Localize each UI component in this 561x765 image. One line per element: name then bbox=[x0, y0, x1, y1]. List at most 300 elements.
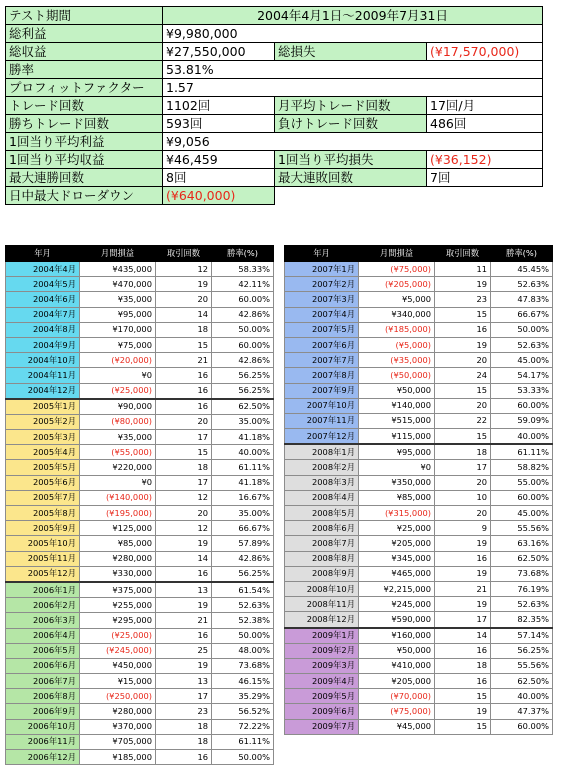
header-month: 年月 bbox=[285, 246, 359, 262]
rate-cell: 50.00% bbox=[212, 628, 274, 643]
table-row bbox=[6, 521, 274, 536]
table-row bbox=[6, 689, 274, 704]
rate-cell: 66.67% bbox=[491, 307, 553, 322]
month-cell: 2008年3月 bbox=[285, 475, 359, 490]
trades-cell: 16 bbox=[156, 566, 212, 582]
table-row bbox=[6, 322, 274, 337]
trades-cell: 20 bbox=[435, 353, 491, 368]
rate-cell: 61.11% bbox=[491, 444, 553, 460]
trades-cell: 19 bbox=[435, 337, 491, 352]
pl-cell: (¥75,000) bbox=[359, 704, 435, 719]
trades-cell: 17 bbox=[435, 612, 491, 628]
month-cell: 2009年6月 bbox=[285, 704, 359, 719]
monthly-header-row bbox=[285, 246, 553, 262]
table-row bbox=[6, 460, 274, 475]
pl-cell: (¥25,000) bbox=[80, 628, 156, 643]
trades-cell: 19 bbox=[156, 536, 212, 551]
month-cell: 2006年7月 bbox=[6, 674, 80, 689]
rate-cell: 40.00% bbox=[212, 445, 274, 460]
trades-cell: 18 bbox=[156, 322, 212, 337]
rate-cell: 41.18% bbox=[212, 430, 274, 445]
rate-cell: 41.18% bbox=[212, 475, 274, 490]
rate-cell: 82.35% bbox=[491, 612, 553, 628]
pl-cell: ¥95,000 bbox=[80, 307, 156, 322]
avg-profit-value: ¥9,056 bbox=[163, 133, 543, 151]
table-row bbox=[285, 551, 553, 566]
table-row bbox=[6, 658, 274, 673]
rate-cell: 58.82% bbox=[491, 460, 553, 475]
empty-cell bbox=[427, 187, 543, 205]
trades-cell: 21 bbox=[156, 353, 212, 368]
trades-cell: 16 bbox=[156, 628, 212, 643]
pl-cell: (¥70,000) bbox=[359, 689, 435, 704]
month-cell: 2007年10月 bbox=[285, 398, 359, 413]
rate-cell: 50.00% bbox=[212, 750, 274, 765]
rate-cell: 35.00% bbox=[212, 414, 274, 429]
trades-cell: 24 bbox=[435, 368, 491, 383]
month-cell: 2004年10月 bbox=[6, 353, 80, 368]
month-cell: 2007年4月 bbox=[285, 307, 359, 322]
table-row bbox=[6, 490, 274, 505]
pl-cell: ¥50,000 bbox=[359, 643, 435, 658]
table-row bbox=[6, 536, 274, 551]
gross-profit-value: ¥27,550,000 bbox=[163, 43, 275, 61]
monthly-table-left-body bbox=[6, 262, 274, 765]
month-cell: 2008年8月 bbox=[285, 551, 359, 566]
rate-cell: 35.29% bbox=[212, 689, 274, 704]
table-row bbox=[285, 307, 553, 322]
rate-cell: 48.00% bbox=[212, 643, 274, 658]
month-cell: 2009年3月 bbox=[285, 658, 359, 673]
trades-cell: 15 bbox=[156, 445, 212, 460]
table-row bbox=[285, 337, 553, 352]
rate-cell: 42.86% bbox=[212, 353, 274, 368]
month-cell: 2006年4月 bbox=[6, 628, 80, 643]
pl-cell: ¥705,000 bbox=[80, 734, 156, 749]
pl-cell: ¥295,000 bbox=[80, 613, 156, 628]
trades-cell: 22 bbox=[435, 413, 491, 428]
pl-cell: (¥140,000) bbox=[80, 490, 156, 505]
gross-profit-label: 総収益 bbox=[6, 43, 163, 61]
month-cell: 2008年7月 bbox=[285, 536, 359, 551]
trades-label: トレード回数 bbox=[6, 97, 163, 115]
pl-cell: (¥185,000) bbox=[359, 322, 435, 337]
max-drawdown-label: 日中最大ドローダウン bbox=[6, 187, 163, 205]
summary-row-net-profit bbox=[6, 25, 543, 43]
rate-cell: 72.22% bbox=[212, 719, 274, 734]
table-row bbox=[285, 689, 553, 704]
rate-cell: 62.50% bbox=[491, 551, 553, 566]
trades-cell: 12 bbox=[156, 262, 212, 277]
trades-cell: 23 bbox=[435, 292, 491, 307]
rate-cell: 53.33% bbox=[491, 383, 553, 398]
monthly-table-left bbox=[5, 245, 274, 765]
rate-cell: 60.00% bbox=[491, 398, 553, 413]
pl-cell: ¥245,000 bbox=[359, 597, 435, 612]
month-cell: 2005年6月 bbox=[6, 475, 80, 490]
pl-cell: ¥375,000 bbox=[80, 582, 156, 598]
pl-cell: ¥220,000 bbox=[80, 460, 156, 475]
month-cell: 2004年11月 bbox=[6, 368, 80, 383]
table-row bbox=[285, 292, 553, 307]
max-consec-losses-label: 最大連敗回数 bbox=[275, 169, 427, 187]
month-cell: 2006年5月 bbox=[6, 643, 80, 658]
month-cell: 2007年8月 bbox=[285, 368, 359, 383]
summary-row-avg-profit bbox=[6, 133, 543, 151]
avg-gain-value: ¥46,459 bbox=[163, 151, 275, 169]
rate-cell: 40.00% bbox=[491, 689, 553, 704]
table-row bbox=[6, 399, 274, 415]
rate-cell: 45.00% bbox=[491, 506, 553, 521]
period-value: 2004年4月1日～2009年7月31日 bbox=[163, 7, 543, 25]
month-cell: 2007年6月 bbox=[285, 337, 359, 352]
table-row bbox=[285, 719, 553, 734]
pl-cell: ¥330,000 bbox=[80, 566, 156, 582]
trades-cell: 15 bbox=[435, 719, 491, 734]
trades-cell: 25 bbox=[156, 643, 212, 658]
trades-cell: 12 bbox=[156, 490, 212, 505]
trades-cell: 20 bbox=[435, 398, 491, 413]
pl-cell: ¥205,000 bbox=[359, 536, 435, 551]
losses-value: 486回 bbox=[427, 115, 543, 133]
pl-cell: (¥250,000) bbox=[80, 689, 156, 704]
wins-label: 勝ちトレード回数 bbox=[6, 115, 163, 133]
pl-cell: ¥75,000 bbox=[80, 337, 156, 352]
month-cell: 2005年11月 bbox=[6, 551, 80, 566]
rate-cell: 57.14% bbox=[491, 628, 553, 644]
pl-cell: ¥185,000 bbox=[80, 750, 156, 765]
month-cell: 2006年1月 bbox=[6, 582, 80, 598]
pl-cell: ¥280,000 bbox=[80, 704, 156, 719]
table-row bbox=[6, 613, 274, 628]
month-cell: 2007年7月 bbox=[285, 353, 359, 368]
pl-cell: ¥340,000 bbox=[359, 307, 435, 322]
trades-cell: 16 bbox=[435, 674, 491, 689]
month-cell: 2005年5月 bbox=[6, 460, 80, 475]
rate-cell: 73.68% bbox=[491, 566, 553, 581]
table-row bbox=[285, 628, 553, 644]
table-row bbox=[285, 704, 553, 719]
rate-cell: 35.00% bbox=[212, 506, 274, 521]
wins-value: 593回 bbox=[163, 115, 275, 133]
pl-cell: ¥90,000 bbox=[80, 399, 156, 415]
max-consec-wins-value: 8回 bbox=[163, 169, 275, 187]
losses-label: 負けトレード回数 bbox=[275, 115, 427, 133]
trades-cell: 14 bbox=[156, 551, 212, 566]
rate-cell: 61.11% bbox=[212, 734, 274, 749]
rate-cell: 60.00% bbox=[491, 719, 553, 734]
table-row bbox=[285, 353, 553, 368]
table-row bbox=[6, 628, 274, 643]
pl-cell: ¥280,000 bbox=[80, 551, 156, 566]
avg-loss-label: 1回当り平均損失 bbox=[275, 151, 427, 169]
trades-cell: 17 bbox=[435, 460, 491, 475]
table-row bbox=[285, 490, 553, 505]
pl-cell: (¥80,000) bbox=[80, 414, 156, 429]
table-row bbox=[285, 277, 553, 292]
pl-cell: ¥590,000 bbox=[359, 612, 435, 628]
pl-cell: ¥15,000 bbox=[80, 674, 156, 689]
table-row bbox=[285, 368, 553, 383]
win-rate-label: 勝率 bbox=[6, 61, 163, 79]
rate-cell: 56.25% bbox=[212, 566, 274, 582]
pl-cell: ¥115,000 bbox=[359, 429, 435, 445]
trades-cell: 19 bbox=[156, 598, 212, 613]
pl-cell: (¥25,000) bbox=[80, 383, 156, 399]
trades-cell: 16 bbox=[156, 383, 212, 399]
table-row bbox=[6, 734, 274, 749]
header-rate: 勝率(%) bbox=[212, 246, 274, 262]
profit-factor-label: プロフィットファクター bbox=[6, 79, 163, 97]
rate-cell: 60.00% bbox=[212, 337, 274, 352]
rate-cell: 52.63% bbox=[491, 277, 553, 292]
rate-cell: 52.63% bbox=[491, 337, 553, 352]
month-cell: 2007年1月 bbox=[285, 262, 359, 277]
trades-cell: 19 bbox=[435, 277, 491, 292]
table-row bbox=[6, 704, 274, 719]
month-cell: 2007年12月 bbox=[285, 429, 359, 445]
table-row bbox=[285, 521, 553, 536]
summary-row-period bbox=[6, 7, 543, 25]
month-cell: 2008年4月 bbox=[285, 490, 359, 505]
monthly-header-row bbox=[6, 246, 274, 262]
trades-cell: 16 bbox=[435, 643, 491, 658]
header-trades: 取引回数 bbox=[156, 246, 212, 262]
trades-cell: 14 bbox=[435, 628, 491, 644]
pl-cell: ¥0 bbox=[80, 475, 156, 490]
rate-cell: 47.37% bbox=[491, 704, 553, 719]
trades-cell: 15 bbox=[156, 337, 212, 352]
gross-loss-value: (¥17,570,000) bbox=[427, 43, 543, 61]
win-rate-value: 53.81% bbox=[163, 61, 543, 79]
table-row bbox=[6, 551, 274, 566]
rate-cell: 42.11% bbox=[212, 277, 274, 292]
month-cell: 2007年11月 bbox=[285, 413, 359, 428]
trades-cell: 15 bbox=[435, 689, 491, 704]
max-consec-wins-label: 最大連勝回数 bbox=[6, 169, 163, 187]
trades-cell: 18 bbox=[156, 719, 212, 734]
table-row bbox=[6, 262, 274, 277]
pl-cell: ¥85,000 bbox=[359, 490, 435, 505]
table-row bbox=[285, 460, 553, 475]
table-row bbox=[6, 750, 274, 765]
table-row bbox=[6, 506, 274, 521]
trades-cell: 18 bbox=[156, 734, 212, 749]
rate-cell: 60.00% bbox=[491, 490, 553, 505]
table-row bbox=[285, 413, 553, 428]
table-row bbox=[6, 475, 274, 490]
month-cell: 2005年3月 bbox=[6, 430, 80, 445]
trades-cell: 20 bbox=[156, 414, 212, 429]
table-row bbox=[6, 598, 274, 613]
header-month: 年月 bbox=[6, 246, 80, 262]
rate-cell: 61.54% bbox=[212, 582, 274, 598]
month-cell: 2005年7月 bbox=[6, 490, 80, 505]
month-cell: 2006年6月 bbox=[6, 658, 80, 673]
trades-cell: 16 bbox=[156, 368, 212, 383]
rate-cell: 60.00% bbox=[212, 292, 274, 307]
rate-cell: 62.50% bbox=[212, 399, 274, 415]
table-row bbox=[285, 643, 553, 658]
pl-cell: ¥410,000 bbox=[359, 658, 435, 673]
rate-cell: 42.86% bbox=[212, 551, 274, 566]
table-row bbox=[6, 368, 274, 383]
pl-cell: ¥140,000 bbox=[359, 398, 435, 413]
table-row bbox=[285, 322, 553, 337]
rate-cell: 52.63% bbox=[491, 597, 553, 612]
month-cell: 2008年11月 bbox=[285, 597, 359, 612]
profit-factor-value: 1.57 bbox=[163, 79, 543, 97]
pl-cell: (¥245,000) bbox=[80, 643, 156, 658]
rate-cell: 52.38% bbox=[212, 613, 274, 628]
pl-cell: ¥0 bbox=[80, 368, 156, 383]
trades-cell: 11 bbox=[435, 262, 491, 277]
empty-cell bbox=[275, 187, 427, 205]
trades-cell: 18 bbox=[435, 444, 491, 460]
pl-cell: ¥50,000 bbox=[359, 383, 435, 398]
month-cell: 2006年10月 bbox=[6, 719, 80, 734]
pl-cell: (¥195,000) bbox=[80, 506, 156, 521]
avg-gain-label: 1回当り平均収益 bbox=[6, 151, 163, 169]
month-cell: 2007年5月 bbox=[285, 322, 359, 337]
month-cell: 2007年3月 bbox=[285, 292, 359, 307]
trades-cell: 19 bbox=[156, 658, 212, 673]
month-cell: 2004年4月 bbox=[6, 262, 80, 277]
trades-cell: 16 bbox=[435, 551, 491, 566]
rate-cell: 45.00% bbox=[491, 353, 553, 368]
pl-cell: ¥2,215,000 bbox=[359, 581, 435, 596]
trades-cell: 19 bbox=[156, 277, 212, 292]
pl-cell: ¥45,000 bbox=[359, 719, 435, 734]
summary-row-profit-factor bbox=[6, 79, 543, 97]
rate-cell: 56.25% bbox=[212, 383, 274, 399]
month-cell: 2005年2月 bbox=[6, 414, 80, 429]
month-cell: 2005年9月 bbox=[6, 521, 80, 536]
month-cell: 2008年10月 bbox=[285, 581, 359, 596]
summary-row-drawdown bbox=[6, 187, 543, 205]
trades-cell: 18 bbox=[435, 658, 491, 673]
table-row bbox=[6, 430, 274, 445]
rate-cell: 61.11% bbox=[212, 460, 274, 475]
rate-cell: 55.56% bbox=[491, 658, 553, 673]
pl-cell: ¥350,000 bbox=[359, 475, 435, 490]
net-profit-label: 総利益 bbox=[6, 25, 163, 43]
summary-table bbox=[5, 6, 543, 205]
month-cell: 2008年2月 bbox=[285, 460, 359, 475]
rate-cell: 50.00% bbox=[491, 322, 553, 337]
max-consec-losses-value: 7回 bbox=[427, 169, 543, 187]
trades-cell: 20 bbox=[435, 506, 491, 521]
pl-cell: (¥315,000) bbox=[359, 506, 435, 521]
rate-cell: 63.16% bbox=[491, 536, 553, 551]
rate-cell: 52.63% bbox=[212, 598, 274, 613]
avg-profit-label: 1回当り平均利益 bbox=[6, 133, 163, 151]
pl-cell: (¥55,000) bbox=[80, 445, 156, 460]
pl-cell: ¥515,000 bbox=[359, 413, 435, 428]
month-cell: 2006年12月 bbox=[6, 750, 80, 765]
avg-loss-value: (¥36,152) bbox=[427, 151, 543, 169]
month-cell: 2004年12月 bbox=[6, 383, 80, 399]
pl-cell: ¥125,000 bbox=[80, 521, 156, 536]
pl-cell: ¥35,000 bbox=[80, 292, 156, 307]
summary-row-avg-gain-loss bbox=[6, 151, 543, 169]
table-row bbox=[6, 566, 274, 582]
table-row bbox=[285, 383, 553, 398]
pl-cell: ¥5,000 bbox=[359, 292, 435, 307]
trades-cell: 21 bbox=[156, 613, 212, 628]
month-cell: 2004年8月 bbox=[6, 322, 80, 337]
pl-cell: ¥95,000 bbox=[359, 444, 435, 460]
trades-cell: 16 bbox=[435, 322, 491, 337]
table-row bbox=[6, 582, 274, 598]
pl-cell: (¥50,000) bbox=[359, 368, 435, 383]
table-row bbox=[6, 353, 274, 368]
monthly-table-right-body bbox=[285, 262, 553, 735]
trades-cell: 10 bbox=[435, 490, 491, 505]
pl-cell: ¥255,000 bbox=[80, 598, 156, 613]
pl-cell: (¥35,000) bbox=[359, 353, 435, 368]
table-row bbox=[6, 414, 274, 429]
rate-cell: 55.00% bbox=[491, 475, 553, 490]
table-row bbox=[285, 658, 553, 673]
table-row bbox=[6, 292, 274, 307]
trades-cell: 16 bbox=[156, 399, 212, 415]
pl-cell: ¥205,000 bbox=[359, 674, 435, 689]
summary-row-gross bbox=[6, 43, 543, 61]
pl-cell: ¥435,000 bbox=[80, 262, 156, 277]
month-cell: 2005年4月 bbox=[6, 445, 80, 460]
month-cell: 2009年7月 bbox=[285, 719, 359, 734]
header-rate: 勝率(%) bbox=[491, 246, 553, 262]
rate-cell: 16.67% bbox=[212, 490, 274, 505]
month-cell: 2005年1月 bbox=[6, 399, 80, 415]
trades-cell: 19 bbox=[435, 536, 491, 551]
month-cell: 2004年5月 bbox=[6, 277, 80, 292]
rate-cell: 55.56% bbox=[491, 521, 553, 536]
month-cell: 2008年1月 bbox=[285, 444, 359, 460]
table-row bbox=[285, 597, 553, 612]
max-drawdown-value: (¥640,000) bbox=[163, 187, 275, 205]
month-cell: 2004年9月 bbox=[6, 337, 80, 352]
month-cell: 2008年5月 bbox=[285, 506, 359, 521]
table-row bbox=[285, 612, 553, 628]
rate-cell: 46.15% bbox=[212, 674, 274, 689]
pl-cell: (¥75,000) bbox=[359, 262, 435, 277]
summary-row-consec bbox=[6, 169, 543, 187]
table-row bbox=[285, 506, 553, 521]
table-row bbox=[6, 674, 274, 689]
trades-cell: 13 bbox=[156, 582, 212, 598]
pl-cell: ¥25,000 bbox=[359, 521, 435, 536]
table-row bbox=[6, 719, 274, 734]
summary-row-win-rate bbox=[6, 61, 543, 79]
pl-cell: ¥470,000 bbox=[80, 277, 156, 292]
table-row bbox=[6, 383, 274, 399]
trades-cell: 15 bbox=[435, 383, 491, 398]
rate-cell: 58.33% bbox=[212, 262, 274, 277]
pl-cell: ¥450,000 bbox=[80, 658, 156, 673]
trades-cell: 15 bbox=[435, 307, 491, 322]
trades-cell: 20 bbox=[435, 475, 491, 490]
pl-cell: (¥205,000) bbox=[359, 277, 435, 292]
rate-cell: 47.83% bbox=[491, 292, 553, 307]
rate-cell: 76.19% bbox=[491, 581, 553, 596]
month-cell: 2006年11月 bbox=[6, 734, 80, 749]
summary-row-trades bbox=[6, 97, 543, 115]
rate-cell: 73.68% bbox=[212, 658, 274, 673]
trades-cell: 18 bbox=[156, 460, 212, 475]
net-profit-value: ¥9,980,000 bbox=[163, 25, 543, 43]
